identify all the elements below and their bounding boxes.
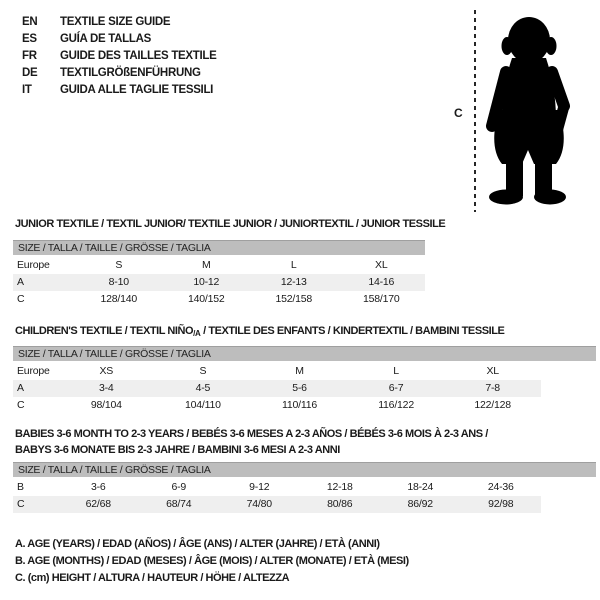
age-cell: 4-5 — [195, 382, 211, 394]
table-row-europe — [13, 257, 425, 274]
age-cell: 14-16 — [368, 276, 395, 288]
table-row-age-months — [13, 479, 541, 496]
legend-row-en — [22, 14, 217, 31]
size-cell: XL — [486, 365, 499, 377]
footnote-a: A. AGE (YEARS) / EDAD (AÑOS) / ÂGE (ANS) / ALTER (JAHRE) / ETÀ (ANNI) — [15, 538, 380, 550]
row-label: A — [17, 382, 24, 394]
lang-text: TEXTILGRÖßENFÜHRUNG — [60, 67, 201, 79]
legend-row-es — [22, 31, 217, 48]
height-cell: 74/80 — [246, 498, 272, 510]
children-title-sub: /A — [193, 329, 201, 338]
junior-section-title: JUNIOR TEXTILE / TEXTIL JUNIOR/ TEXTILE JUNIOR / JUNIORTEXTIL / JUNIOR TESSILE — [15, 218, 446, 230]
children-title-pre: CHILDREN'S TEXTILE / TEXTIL NIÑO — [15, 325, 194, 337]
legend-row-de — [22, 65, 217, 82]
age-cell: 10-12 — [193, 276, 220, 288]
height-cell: 152/158 — [275, 293, 313, 305]
size-cell: S — [199, 365, 207, 377]
height-cell: 80/86 — [327, 498, 353, 510]
height-cell: 110/116 — [281, 399, 317, 411]
table-row-height — [13, 291, 425, 308]
row-label: B — [17, 481, 24, 493]
age-cell: 7-8 — [485, 382, 500, 394]
size-header-bar: SIZE / TALLA / TAILLE / GRÖSSE / TAGLIA — [13, 346, 596, 361]
age-cell: 9-12 — [249, 481, 270, 493]
age-cell: 6-9 — [171, 481, 187, 493]
size-cell: L — [290, 259, 297, 271]
legend-row-fr — [22, 48, 217, 65]
age-cell: 12-18 — [326, 481, 353, 493]
footnotes — [15, 536, 409, 587]
height-cell: 158/170 — [362, 293, 400, 305]
table-row-europe — [13, 363, 541, 380]
table-row-height — [13, 397, 541, 414]
row-label: C — [17, 293, 25, 305]
size-header-bar: SIZE / TALLA / TAILLE / GRÖSSE / TAGLIA — [13, 240, 425, 255]
babies-table — [13, 462, 596, 513]
baby-silhouette-icon — [482, 8, 574, 206]
babies-title-line2: BABYS 3-6 MONATE BIS 2-3 JAHRE / BAMBINI 3-6 MESI A 2-3 ANNI — [15, 444, 340, 456]
age-cell: 3-4 — [99, 382, 114, 394]
age-cell: 24-36 — [487, 481, 514, 493]
size-cell: XS — [99, 365, 114, 377]
row-label: C — [17, 399, 25, 411]
height-cell: 86/92 — [407, 498, 433, 510]
size-cell: XL — [375, 259, 388, 271]
table-row-age — [13, 380, 541, 397]
language-legend — [22, 14, 217, 99]
babies-section-title — [15, 426, 488, 458]
size-cell: M — [201, 259, 211, 271]
size-cell: M — [295, 365, 304, 377]
height-measure-label: C — [454, 106, 463, 120]
babies-title-line1: BABIES 3-6 MONTH TO 2-3 YEARS / BEBÉS 3-6 MESES A 2-3 AÑOS / BÉBÉS 3-6 MOIS À 2-3 ANS / — [15, 428, 488, 440]
lang-text: TEXTILE SIZE GUIDE — [60, 16, 171, 28]
height-cell: 68/74 — [166, 498, 192, 510]
age-cell: 3-6 — [90, 481, 106, 493]
lang-text: GUIDA ALLE TAGLIE TESSILI — [60, 84, 214, 96]
footnote-c: C. (cm) HEIGHT / ALTURA / HAUTEUR / HÖHE / ALTEZZA — [15, 572, 290, 584]
legend-row-it — [22, 82, 217, 99]
age-cell: 12-13 — [280, 276, 307, 288]
children-section-title — [15, 324, 504, 341]
table-row-height — [13, 496, 541, 513]
age-cell: 18-24 — [407, 481, 434, 493]
children-title-post: / TEXTILE DES ENFANTS / KINDERTEXTIL / BAMBINI TESSILE — [200, 325, 505, 337]
lang-code: ES — [22, 33, 37, 45]
lang-code: DE — [22, 67, 38, 79]
row-label: Europe — [17, 365, 50, 377]
lang-text: GUIDE DES TAILLES TEXTILE — [60, 50, 217, 62]
lang-text: GUÍA DE TALLAS — [60, 33, 151, 45]
height-cell: 128/140 — [100, 293, 138, 305]
size-cell: L — [393, 365, 399, 377]
lang-code: IT — [22, 84, 32, 96]
height-cell: 122/128 — [474, 399, 511, 411]
size-cell: S — [115, 259, 123, 271]
age-cell: 8-10 — [108, 276, 129, 288]
lang-code: FR — [22, 50, 37, 62]
height-cell: 104/110 — [185, 399, 221, 411]
height-cell: 116/122 — [378, 399, 414, 411]
row-label: Europe — [17, 259, 50, 271]
height-cell: 92/98 — [488, 498, 514, 510]
height-cell: 62/68 — [85, 498, 111, 510]
age-cell: 5-6 — [292, 382, 307, 394]
footnote-b: B. AGE (MONTHS) / EDAD (MESES) / ÂGE (MOIS) / ALTER (MONATE) / ETÀ (MESI) — [15, 555, 409, 567]
table-row-age — [13, 274, 425, 291]
age-cell: 6-7 — [388, 382, 404, 394]
junior-table — [13, 240, 425, 308]
height-measure-dashed-line — [474, 10, 476, 212]
lang-code: EN — [22, 16, 38, 28]
row-label: A — [17, 276, 24, 288]
size-header-bar: SIZE / TALLA / TAILLE / GRÖSSE / TAGLIA — [13, 462, 596, 477]
children-table — [13, 346, 596, 414]
row-label: C — [17, 498, 25, 510]
height-cell: 140/152 — [187, 293, 225, 305]
height-cell: 98/104 — [90, 399, 122, 411]
